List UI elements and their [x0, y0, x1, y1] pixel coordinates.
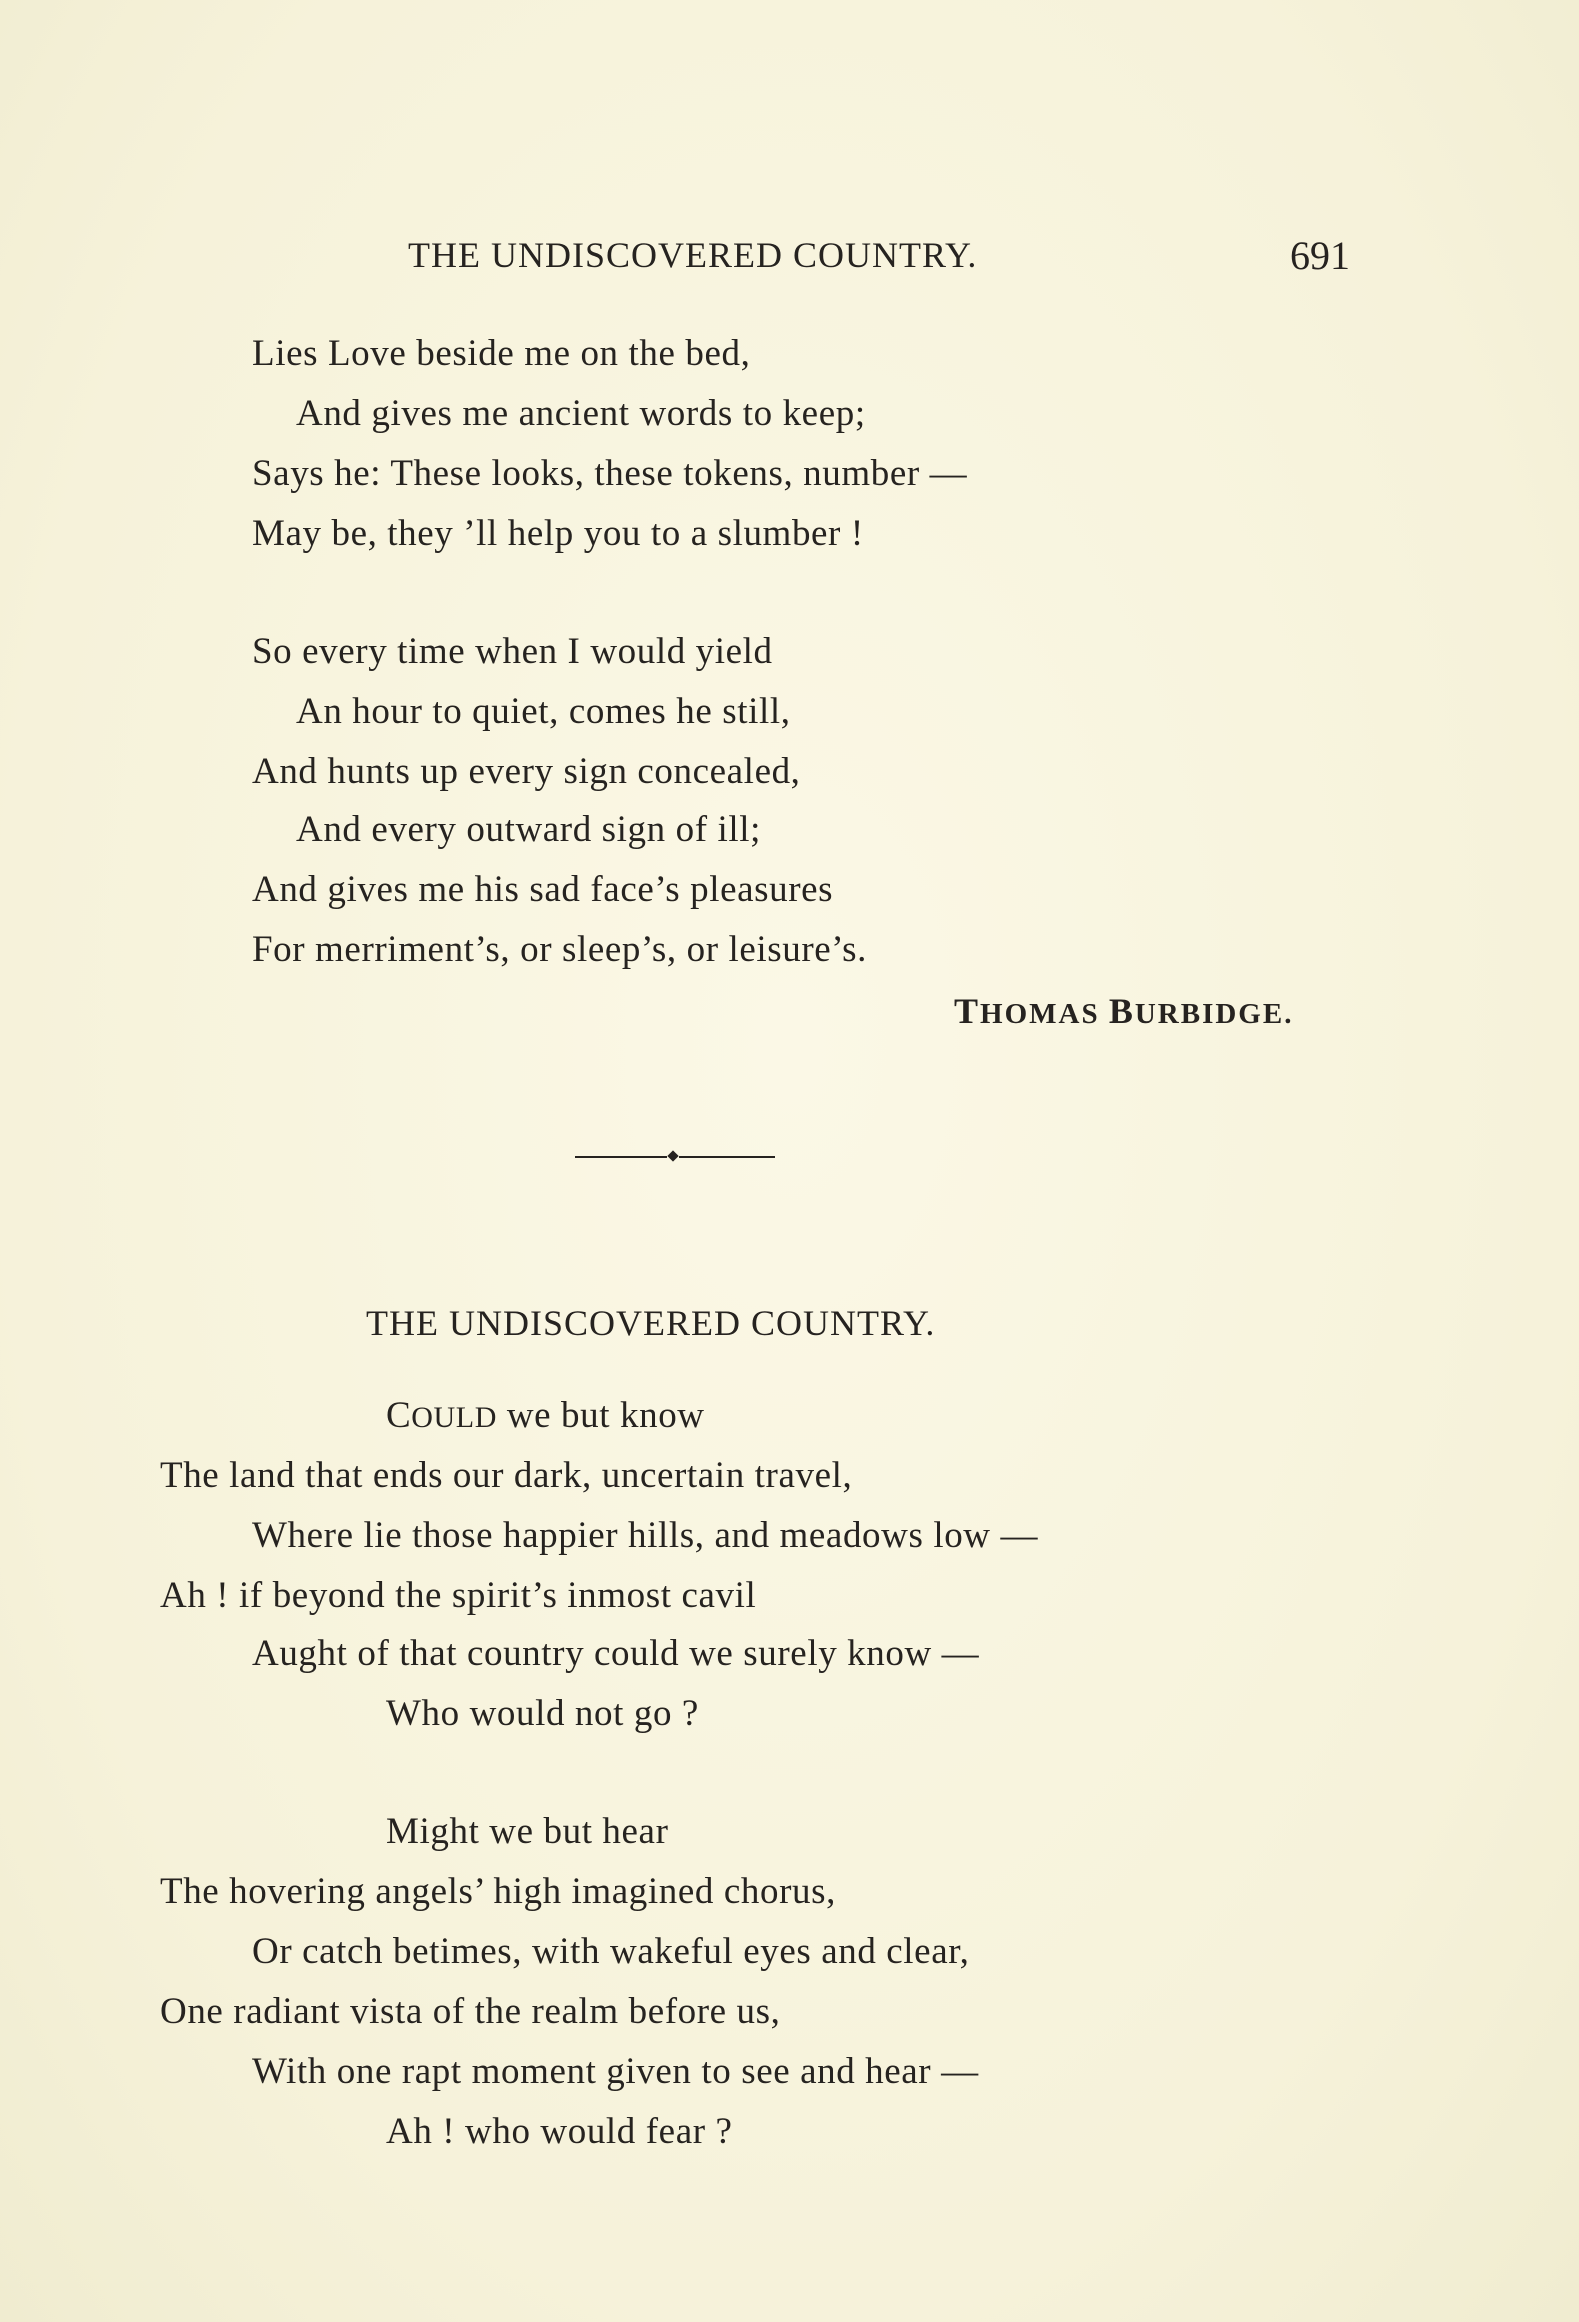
poem-line: And gives me his sad face’s pleasures	[252, 869, 834, 910]
running-title: THE UNDISCOVERED COUNTRY.	[408, 235, 978, 275]
author-attribution: THOMAS BURBIDGE.	[954, 991, 1294, 1031]
poem-line: And gives me ancient words to keep;	[296, 393, 866, 434]
poem-line: And every outward sign of ill;	[296, 809, 761, 850]
poem-line: Or catch betimes, with wakeful eyes and clear,	[252, 1931, 970, 1972]
poem-line: Lies Love beside me on the bed,	[252, 333, 751, 374]
poem-line: Ah ! who would fear ?	[386, 2111, 733, 2152]
poem-line: Might we but hear	[386, 1811, 669, 1852]
poem-line: An hour to quiet, comes he still,	[296, 691, 791, 732]
running-head	[0, 234, 1579, 294]
poem-line: The land that ends our dark, uncertain travel,	[160, 1455, 853, 1496]
poem-line: COULD we but know	[386, 1395, 705, 1436]
poem-line: With one rapt moment given to see and hear —	[252, 2051, 979, 2092]
poem-line: May be, they ’ll help you to a slumber !	[252, 513, 864, 554]
poem-line: For merriment’s, or sleep’s, or leisure’s.	[252, 929, 868, 970]
poem-line: The hovering angels’ high imagined chorus,	[160, 1871, 836, 1912]
poem-line: Where lie those happier hills, and meadows low —	[252, 1515, 1039, 1556]
poem-line: Says he: These looks, these tokens, number —	[252, 453, 968, 494]
poem-title: THE UNDISCOVERED COUNTRY.	[366, 1303, 936, 1343]
poem-line: Ah ! if beyond the spirit’s inmost cavil	[160, 1575, 757, 1616]
poem-line: Who would not go ?	[386, 1693, 699, 1734]
page-number: 691	[1290, 233, 1350, 278]
poem-line: And hunts up every sign concealed,	[252, 751, 801, 792]
poem-line: One radiant vista of the realm before us,	[160, 1991, 781, 2032]
poem-line: Aught of that country could we surely know —	[252, 1633, 980, 1674]
section-divider-ornament	[575, 1152, 775, 1162]
poem-line: So every time when I would yield	[252, 631, 773, 672]
